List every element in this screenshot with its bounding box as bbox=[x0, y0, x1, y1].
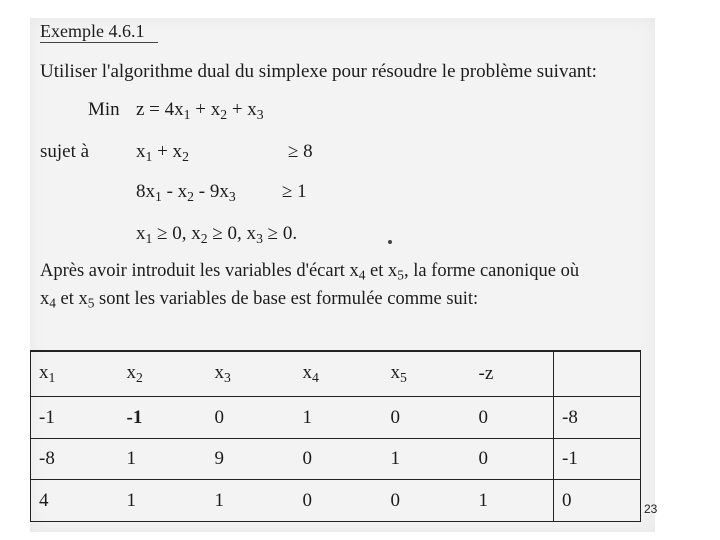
header-x2: $x_2$ bbox=[119, 351, 207, 397]
intro-text: Utiliser l'algorithme dual du simplexe pour résoudre le problème suivant: bbox=[40, 61, 597, 82]
constraint-1-rhs: ≥ 8 bbox=[288, 141, 313, 162]
header-x1: $x_1$ bbox=[31, 351, 119, 397]
header-x4: $x_4$ bbox=[295, 351, 383, 397]
constraint-1: $x_1 + x_2$ bbox=[136, 141, 189, 164]
table-row bbox=[31, 438, 641, 480]
table-cell: 9 bbox=[207, 438, 295, 480]
table-cell: 1 bbox=[471, 480, 554, 522]
table-cell: 0 bbox=[295, 438, 383, 480]
table-cell: -1 bbox=[554, 438, 641, 480]
table-cell: 1 bbox=[119, 438, 207, 480]
objective-label: Min bbox=[88, 99, 120, 120]
table-cell: 0 bbox=[207, 397, 295, 439]
header-x5: $x_5$ bbox=[383, 351, 471, 397]
table-cell: 0 bbox=[383, 397, 471, 439]
header-minus-z: -z bbox=[471, 351, 554, 397]
table-cell: 0 bbox=[471, 397, 554, 439]
table-cell: 0 bbox=[554, 480, 641, 522]
example-title: Exemple 4.6.1 bbox=[40, 21, 145, 41]
table-row bbox=[31, 480, 641, 522]
table-cell: 1 bbox=[119, 480, 207, 522]
table-cell: 1 bbox=[207, 480, 295, 522]
table-cell: -1 bbox=[31, 397, 119, 439]
table-cell: 0 bbox=[471, 438, 554, 480]
table-cell: 0 bbox=[295, 480, 383, 522]
constraint-2-rhs: ≥ 1 bbox=[282, 181, 307, 202]
title-underline bbox=[40, 42, 158, 43]
table-cell: -8 bbox=[31, 438, 119, 480]
after-line-2: $x_4$ et $x_5$ sont les variables de base est formulée comme suit: bbox=[40, 289, 479, 311]
constraint-2: $8x_1 - x_2 - 9x_3$ bbox=[136, 181, 236, 204]
pivot-cell: -1 bbox=[119, 397, 207, 439]
table-cell: 1 bbox=[295, 397, 383, 439]
tableau-header-row bbox=[31, 351, 641, 397]
constraint-nonneg: $x_1 \ge 0$, $x_2 \ge 0$, $x_3 \ge 0$. bbox=[136, 223, 298, 246]
constraints-label: sujet à bbox=[40, 141, 90, 162]
scan-speck bbox=[388, 240, 392, 244]
table-cell: 4 bbox=[31, 480, 119, 522]
after-line-1: Après avoir introduit les variables d'écart $x_4$ et $x_5$, la forme canonique où bbox=[40, 261, 580, 283]
objective-function: $z = 4x_1 + x_2 + x_3$ bbox=[136, 99, 264, 122]
simplex-tableau bbox=[30, 350, 641, 522]
header-rhs bbox=[554, 351, 641, 397]
table-cell: -8 bbox=[554, 397, 641, 439]
table-cell: 1 bbox=[383, 438, 471, 480]
page-number: 23 bbox=[644, 502, 658, 516]
header-x3: $x_3$ bbox=[207, 351, 295, 397]
table-cell: 0 bbox=[383, 480, 471, 522]
table-row bbox=[31, 397, 641, 439]
